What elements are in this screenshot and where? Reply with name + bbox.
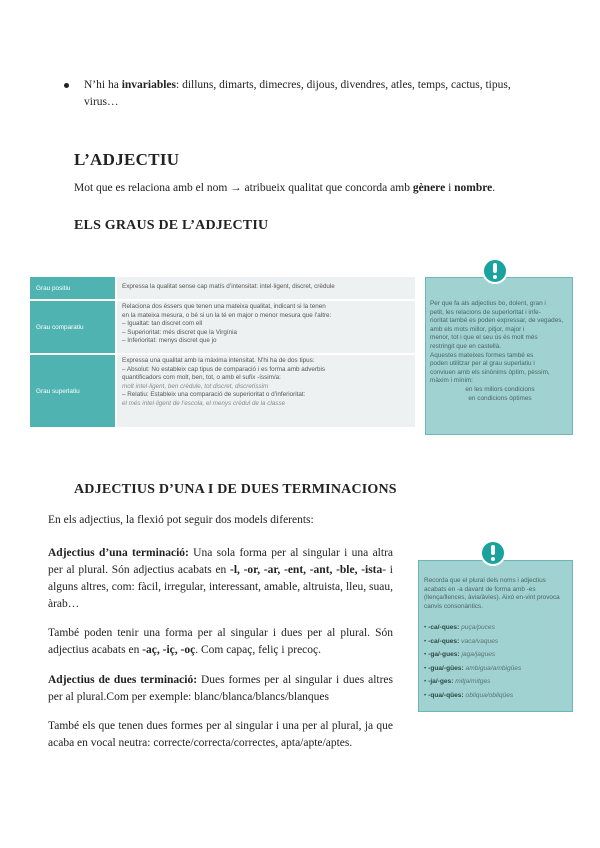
exclamation-icon [480,540,506,566]
table-line: – Igualtat: tan discret com ell [122,320,203,328]
paragraph-vocal-neutra: També els que tenen dues formes per al singular i una per al plural, ja que acaba en vocal neutra: correcte/correcta/correctes, apta/apte/aptes. [48,720,393,749]
table-line: el més intel·ligent de l’escola, el menys crèdul de la classe [122,399,286,407]
bullet-text: N’hi ha invariables: dilluns, dimarts, dimecres, dijous, divendres, atles, temps, cactus, tipus, virus… [84,79,511,108]
table-row-label: Grau comparatiu [30,301,115,353]
table-row-content [117,301,415,353]
section-title-graus: ELS GRAUS DE L’ADJECTIU [74,218,269,233]
note-line: rioritat també es poden expressar, de vegades, amb els mots millor, pitjor, major i [430,317,564,333]
plural-rules-list [424,621,569,702]
list-item: • -qua/-qües: obliqua/obliqües [424,691,514,699]
note-line: en les millors condicions [465,385,535,393]
table-line: – Absolut: No estableix cap tipus de comparació i es forma amb adverbis [122,365,326,373]
list-item: • -ga/-gues: jaga/jagues [424,651,496,658]
note-text [430,300,570,403]
table-line: quantificadors com molt, ben, tot, o amb el sufix -íssim/a: [122,374,281,382]
note-line: poden utilitzar per al grau superlatiu i [430,360,535,368]
bullet-dot [64,83,69,88]
list-item: • -ja/-ges: mitja/mitges [424,678,491,685]
note-intro: Recorda que el plural dels noms i adjectius acabats en -a davant de forma amb -es (llença/llences, àvia/àvies). Això en-vint provoca canvis consonàntics. [424,577,560,610]
list-item: • -gua/-gües: ambigua/ambigües [424,664,522,672]
table-line: molt intel·ligent, ben crèdule, tot discret, discretíssim [122,382,269,390]
table-row-content [117,277,415,299]
list-item: • -ca/-ques: vaca/vaques [424,637,499,645]
note-box-plural [418,560,573,712]
paragraph-ac-ic-oc: També poden tenir una forma per al singular i dues per al plural. Són adjectius acabats en -aç, -iç, -oç. Com capaç, feliç i precoç. [48,627,393,656]
table-row-label: Grau superlatiu [30,355,115,427]
note-line: en condicions òptimes [468,394,532,402]
table-line: Relaciona dos éssers que tenen una mateixa qualitat, indicant si la tenen [122,303,326,310]
table-line: Expressa la qualitat sense cap matís d’intensitat: intel·ligent, discret, crèdule [122,283,335,290]
note-line: restringit que en castellà. [430,342,502,350]
note-line: petit, les relacions de superioritat i infe- [430,308,541,316]
table-row-label: Grau positiu [30,277,115,299]
note-box-graus [425,277,573,435]
degrees-table [30,277,415,427]
section-title-terminacions: ADJECTIUS D’UNA I DE DUES TERMINACIONS [74,482,397,497]
table-line: – Inferioritat: menys discret que jo [122,337,217,345]
note-line: Per que fa als adjectius bo, dolent, gran i [430,300,546,307]
list-item: • -ca/-ques: puça/puces [424,624,495,631]
note-line: conviuen amb els sinònims òptim, pèssim, màxim i mínim: [430,368,550,385]
paragraph-dues-terminacio: Adjectius de dues terminació: Dues formes per al singular i dues altres per al plural.Com per exemple: blanc/blanca/blancs/blanques [48,674,394,703]
paragraph-una-terminacio: Adjectius d’una terminació: Una sola forma per al singular i una altra per al plural. Són adjectius acabats en -l, -or, -ar, -ent, -ant, -ble, -ista- i alguns altres, com: fàcil, irregular, interessant, amable, altruista, lleu, suau, àrab… [48,547,393,610]
note-line: menor, tot i que el seu ús és molt més [430,334,538,342]
section-title-adjectiu: L’ADJECTIU [74,150,180,169]
table-line: – Superioritat: més discret que la Virgínia [122,328,238,336]
table-line: Expressa una qualitat amb la màxima intensitat. N’hi ha de dos tipus: [122,357,315,364]
table-line: en la mateixa mesura, o bé si un la té en major o menor mesura que l’altre: [122,311,332,319]
table-row-content [117,355,415,427]
intro-text: En els adjectius, la flexió pot seguir dos models diferents: [48,514,314,526]
note-line: Aquestes mateixes formes també es [430,351,534,359]
table-line: – Relatiu: Estableix una comparació de superioritat o d’inferioritat: [122,391,306,399]
definition-text: Mot que es relaciona amb el nom → atribueix qualitat que concorda amb gènere i nombre. [74,182,496,194]
exclamation-icon [482,258,508,284]
